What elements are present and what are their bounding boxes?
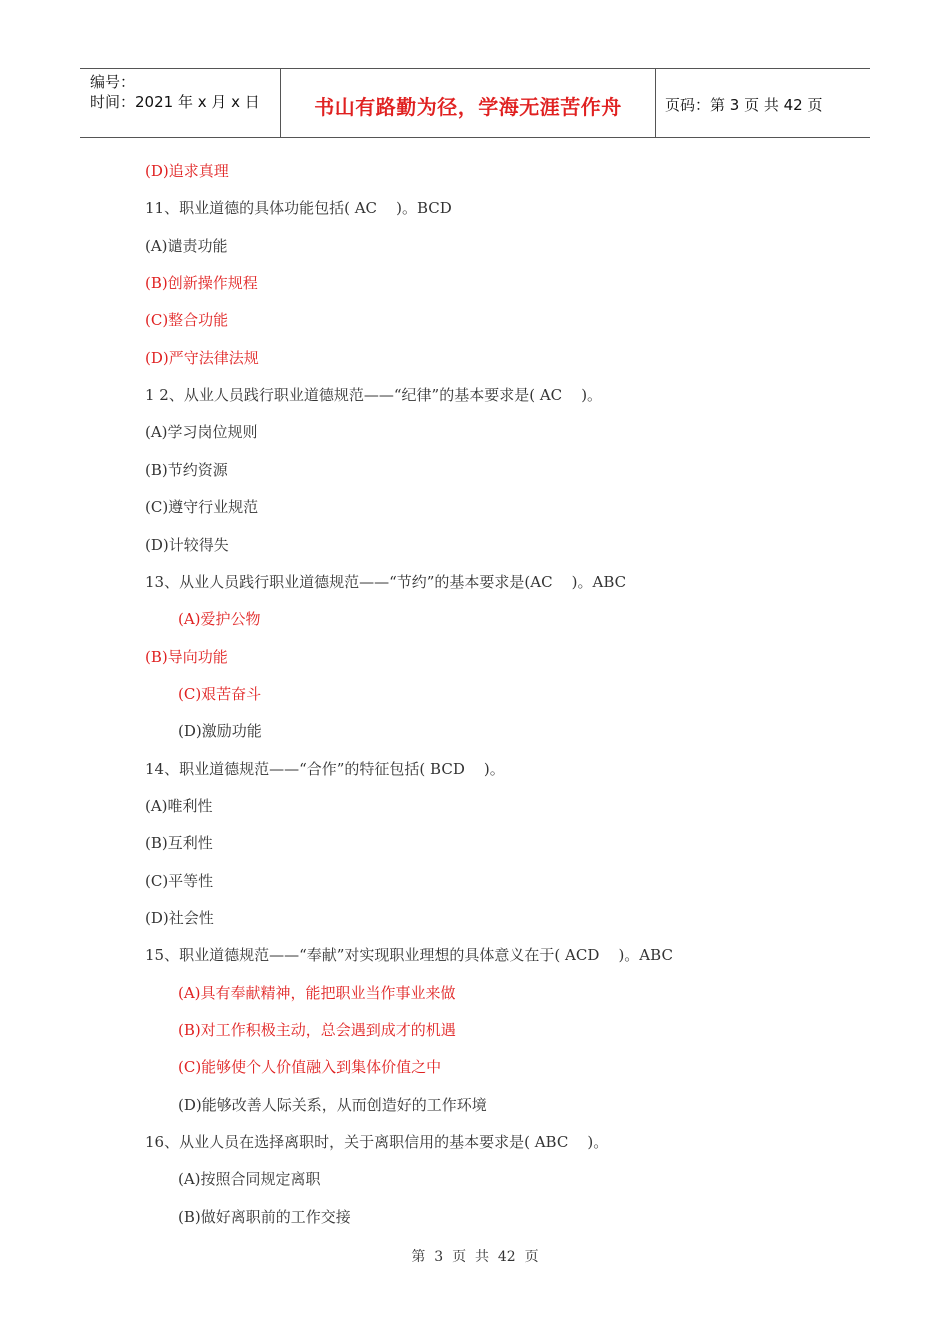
option-text: (D)社会性 xyxy=(145,909,214,927)
option-text: (B)创新操作规程 xyxy=(145,274,258,293)
option-text: (B)对工作积极主动，总会遇到成才的机遇 xyxy=(178,1021,456,1040)
option-text: (D)激励功能 xyxy=(178,722,262,741)
option-text: (A)爱护公物 xyxy=(178,610,261,629)
option-text: (C)能够使个人价值融入到集体价值之中 xyxy=(178,1058,442,1077)
option-text: (B)节约资源 xyxy=(145,460,228,479)
option-text: (B)互利性 xyxy=(145,834,213,853)
question-text: 11、职业道德的具体功能包括( AC )。BCD xyxy=(145,199,452,218)
option-text: (C)艰苦奋斗 xyxy=(178,684,262,703)
page-footer: 第 3 页 共 42 页 xyxy=(411,1249,539,1265)
question-text: 16、从业人员在选择离职时，关于离职信用的基本要求是( ABC )。 xyxy=(145,1133,609,1152)
option-text: (D)计较得失 xyxy=(145,535,229,554)
serial-number-label: 编号： xyxy=(90,73,136,91)
option-text: (B)做好离职前的工作交接 xyxy=(178,1207,351,1226)
page-header xyxy=(80,68,870,138)
header-motto: 书山有路勤为径，学海无涯苦作舟 xyxy=(314,95,622,119)
option-text: (A)唯利性 xyxy=(145,796,213,815)
option-text: (C)遵守行业规范 xyxy=(145,498,259,517)
header-page-cell xyxy=(655,69,870,137)
header-meta-cell xyxy=(80,69,280,137)
question-text: 13、从业人员践行职业道德规范——“节约”的基本要求是(AC )。ABC xyxy=(145,572,627,591)
question-text: 1 2、从业人员践行职业道德规范——“纪律”的基本要求是( AC )。 xyxy=(145,386,603,405)
option-text: (C)平等性 xyxy=(145,871,214,890)
option-text: (A)按照合同规定离职 xyxy=(178,1170,321,1189)
header-motto-cell xyxy=(280,69,656,137)
option-text: (B)导向功能 xyxy=(145,647,228,666)
date-label: 时间：2021 年 x 月 x 日 xyxy=(90,93,260,111)
option-text: (A)具有奉献精神，能把职业当作事业来做 xyxy=(178,983,456,1002)
option-text: (A)谴责功能 xyxy=(145,236,228,255)
option-text: (D)严守法律法规 xyxy=(145,348,259,367)
option-text: (A)学习岗位规则 xyxy=(145,423,258,442)
option-text: (D)能够改善人际关系，从而创造好的工作环境 xyxy=(178,1095,487,1114)
header-page-number: 页码：第 3 页 共 42 页 xyxy=(665,96,823,114)
question-text: 14、职业道德规范——“合作”的特征包括( BCD )。 xyxy=(145,759,505,778)
option-text: (C)整合功能 xyxy=(145,311,229,330)
option-text: (D)追求真理 xyxy=(145,162,229,180)
question-text: 15、职业道德规范——“奉献”对实现职业理想的具体意义在于( ACD )。ABC xyxy=(145,946,673,965)
